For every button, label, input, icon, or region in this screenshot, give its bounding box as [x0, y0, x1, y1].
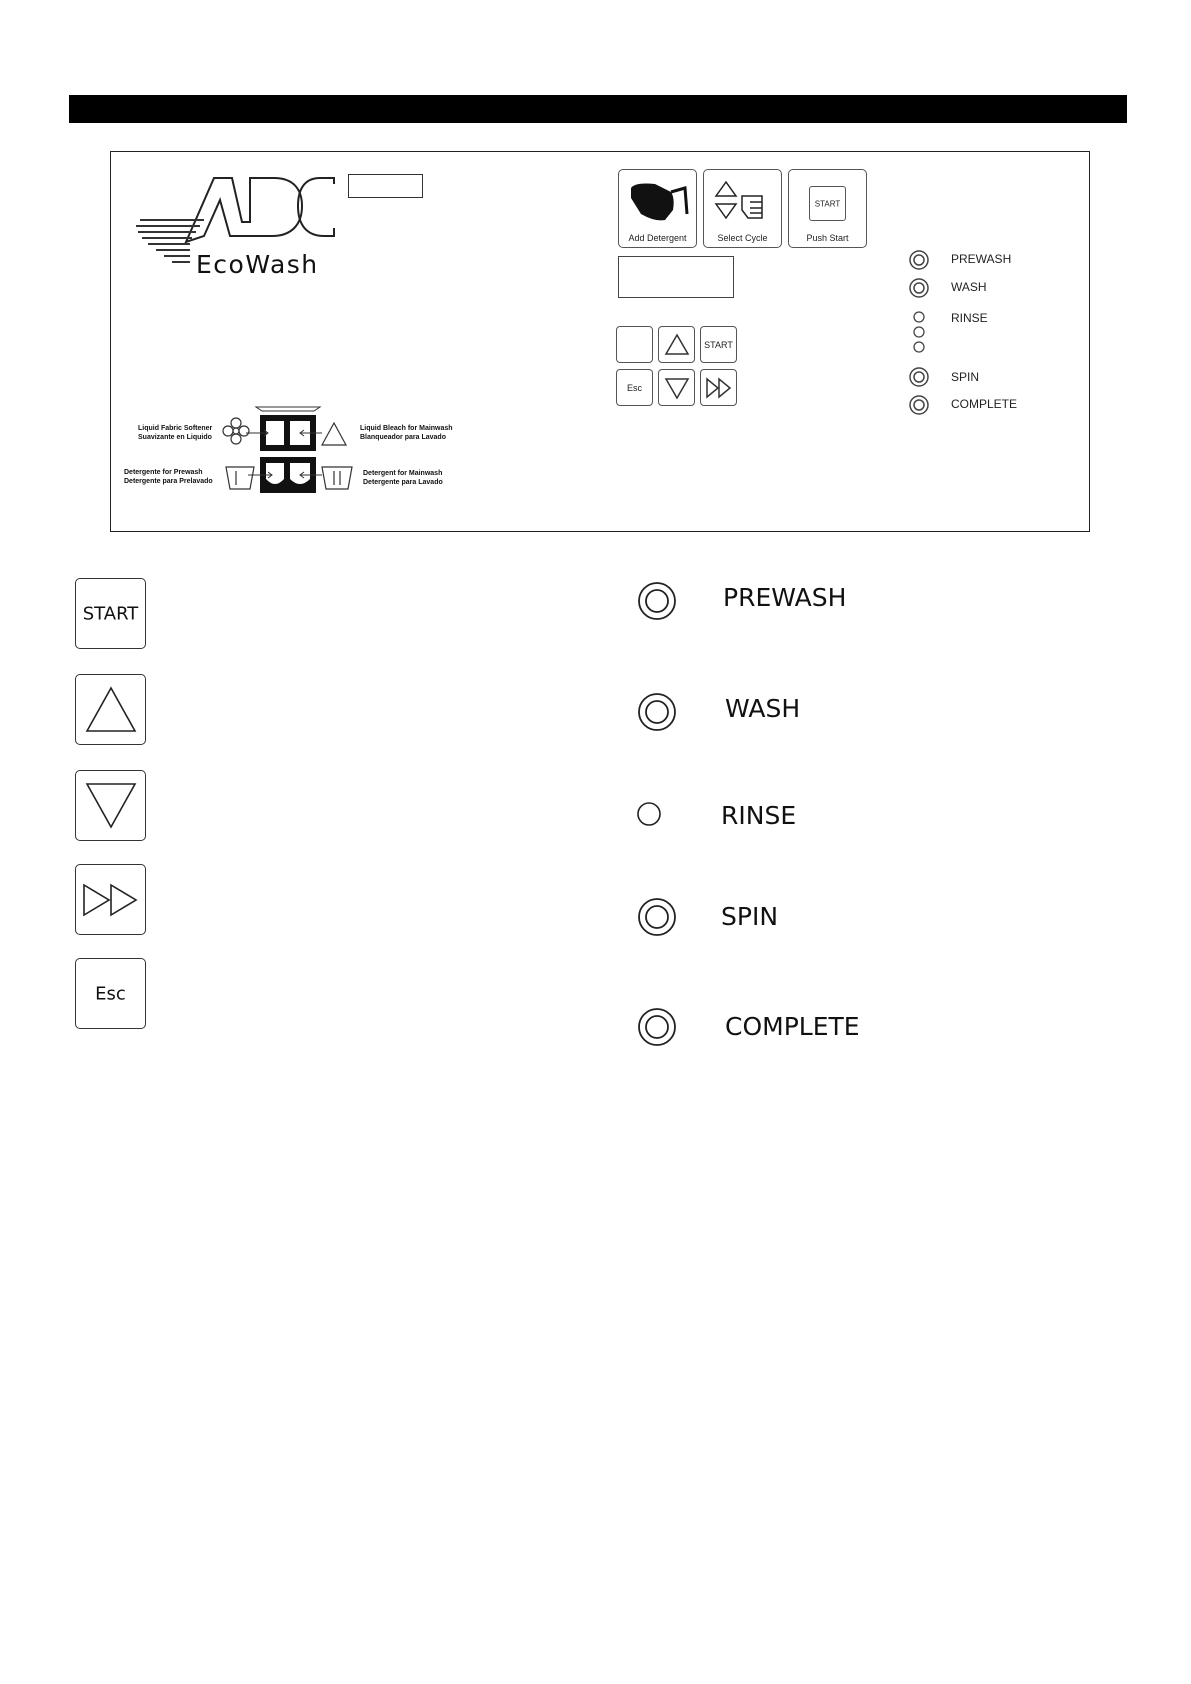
- blank-key[interactable]: [616, 326, 653, 363]
- triangle-down-icon: [85, 779, 137, 831]
- legend-rinse-label: RINSE: [721, 801, 797, 830]
- rinse-leds-icon: [912, 310, 926, 356]
- spin-led-label: SPIN: [951, 370, 980, 384]
- brand-name: EcoWash: [196, 250, 319, 279]
- prewash-led-label: PREWASH: [951, 252, 1012, 266]
- prewash-detergent-label: Detergente for Prewash Detergente para Prelavado: [124, 469, 213, 485]
- wash-led-label: WASH: [951, 280, 987, 294]
- legend-start-button: [75, 578, 146, 649]
- fast-forward-icon: [705, 377, 733, 399]
- detergent-jug-icon: [625, 176, 691, 226]
- legend-down-button: [75, 770, 146, 841]
- esc-key-label: Esc: [626, 382, 642, 393]
- push-start-key: [809, 186, 846, 221]
- legend-esc-label: Esc: [95, 983, 126, 1004]
- push-start-label: Push Start: [806, 233, 849, 243]
- fast-forward-icon: [81, 882, 141, 918]
- legend-prewash-led-icon: [636, 580, 678, 622]
- legend-up-button: [75, 674, 146, 745]
- triangle-up-icon: [664, 332, 690, 358]
- legend-spin-led-icon: [636, 896, 678, 938]
- triangle-down-icon: [664, 375, 690, 401]
- add-detergent-label: Add Detergent: [628, 233, 687, 243]
- push-start-key-label: START: [814, 199, 841, 208]
- legend-start-label: START: [82, 603, 139, 624]
- legend-wash-label: WASH: [725, 694, 801, 723]
- esc-key[interactable]: [616, 369, 653, 406]
- dispenser-drawer-diagram: [222, 405, 356, 497]
- prewash-led-icon: [908, 249, 930, 271]
- mainwash-tub-icon: [322, 467, 352, 489]
- rinse-led-label: RINSE: [951, 311, 988, 325]
- section-header-bar: [69, 95, 1127, 123]
- push-start-button[interactable]: [788, 169, 867, 248]
- add-detergent-button[interactable]: [618, 169, 697, 248]
- start-key[interactable]: [700, 326, 737, 363]
- legend-complete-label: COMPLETE: [725, 1012, 860, 1041]
- flower-icon: [223, 418, 249, 444]
- select-cycle-icon: [712, 178, 774, 228]
- legend-complete-led-icon: [636, 1006, 678, 1048]
- prewash-tub-icon: [226, 467, 254, 489]
- fast-forward-key[interactable]: [700, 369, 737, 406]
- mainwash-detergent-label: Detergent for Mainwash Detergente para Lavado: [363, 470, 443, 486]
- bleach-triangle-icon: [322, 423, 346, 445]
- up-arrow-key[interactable]: [658, 326, 695, 363]
- select-cycle-button[interactable]: [703, 169, 782, 248]
- legend-rinse-led-icon: [636, 801, 662, 827]
- legend-wash-led-icon: [636, 691, 678, 733]
- legend-prewash-label: PREWASH: [723, 583, 847, 612]
- select-cycle-label: Select Cycle: [717, 233, 768, 243]
- start-key-label: START: [704, 339, 733, 350]
- lcd-display: [618, 256, 734, 298]
- triangle-up-icon: [85, 684, 137, 736]
- spin-led-icon: [908, 366, 930, 388]
- complete-led-icon: [908, 394, 930, 416]
- complete-led-label: COMPLETE: [951, 397, 1018, 411]
- legend-fast-forward-button: [75, 864, 146, 935]
- down-arrow-key[interactable]: [658, 369, 695, 406]
- legend-spin-label: SPIN: [721, 902, 779, 931]
- wash-led-icon: [908, 277, 930, 299]
- model-label-box: [348, 174, 423, 198]
- legend-esc-button: [75, 958, 146, 1029]
- softener-label: Liquid Fabric Softener Suavizante en Liquido: [138, 425, 213, 441]
- bleach-label: Liquid Bleach for Mainwash Blanqueador para Lavado: [360, 425, 453, 441]
